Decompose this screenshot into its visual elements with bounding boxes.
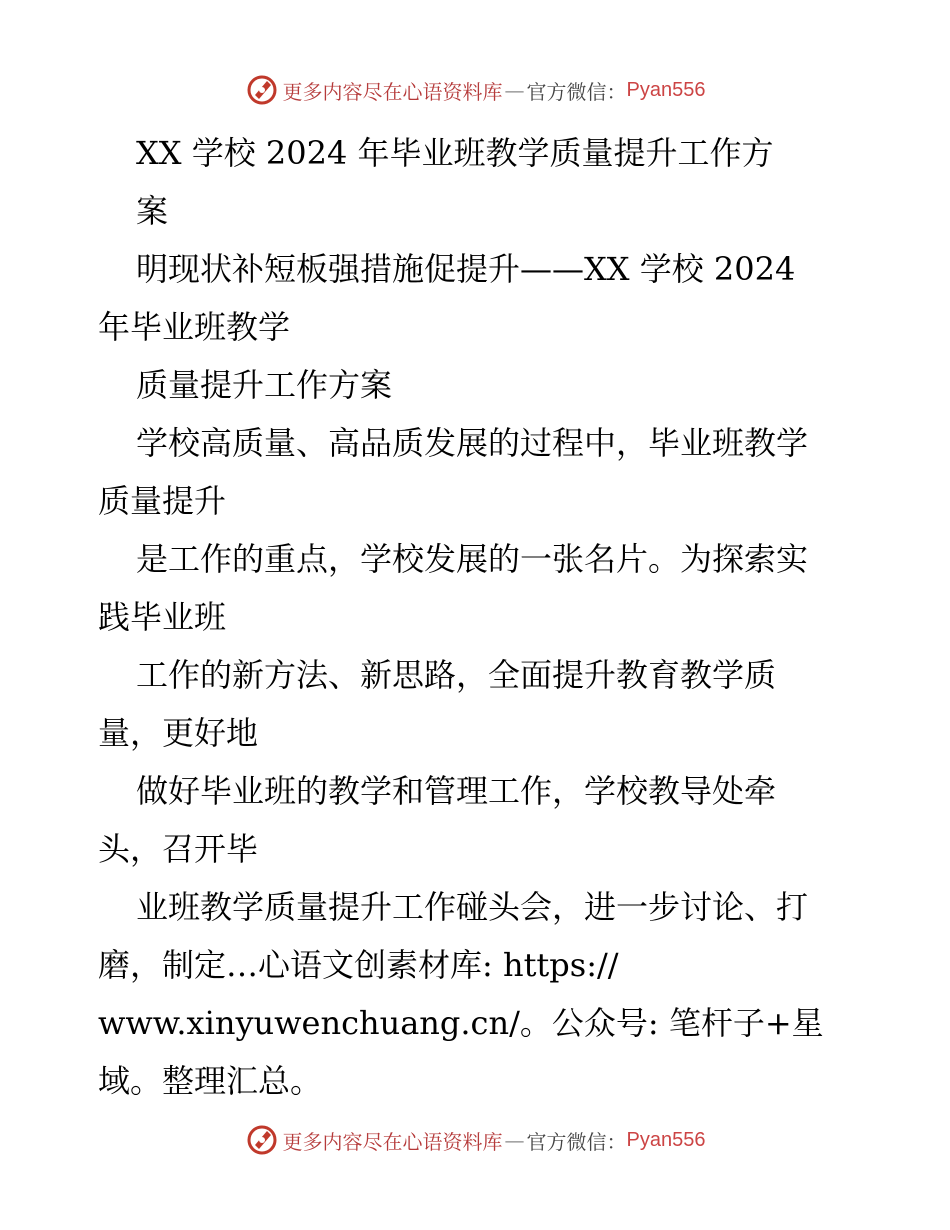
doc-line: 践毕业班 (98, 598, 227, 636)
footer-banner (0, 1120, 950, 1160)
doc-line: XX 学校 2024 年毕业班教学质量提升工作方 (136, 134, 774, 172)
banner-separator: — (504, 78, 525, 102)
doc-line: 明现状补短板强措施促提升——XX 学校 2024 (136, 250, 796, 288)
doc-line: 做好毕业班的教学和管理工作，学校教导处牵 (136, 772, 777, 810)
doc-line: www.xinyuwenchuang.cn/。公众号: 笔杆子+星 (98, 1004, 824, 1042)
banner-text: 更多内容尽在心语资料库 (282, 1129, 503, 1154)
logo-icon (245, 1123, 279, 1157)
doc-line: 质量提升工作方案 (136, 366, 393, 404)
banner-wechat-id: Pyan556 (626, 78, 706, 101)
banner-separator: — (504, 1128, 525, 1152)
logo-icon (245, 73, 279, 107)
doc-line: 案 (136, 192, 169, 230)
doc-line: 量，更好地 (98, 714, 259, 752)
doc-line: 学校高质量、高品质发展的过程中，毕业班教学 (136, 424, 809, 462)
header-banner (0, 70, 950, 110)
doc-line: 头，召开毕 (98, 830, 259, 868)
banner-official-label: 官方微信： (526, 1129, 627, 1154)
doc-line: 磨，制定…心语文创素材库: https:// (98, 946, 619, 984)
banner-text: 更多内容尽在心语资料库 (282, 79, 503, 104)
doc-line: 年毕业班教学 (98, 308, 291, 346)
doc-line: 质量提升 (98, 482, 227, 520)
doc-line: 业班教学质量提升工作碰头会，进一步讨论、打 (136, 888, 809, 926)
doc-line: 域。整理汇总。 (98, 1062, 323, 1100)
document-body (98, 124, 878, 1110)
doc-line: 工作的新方法、新思路，全面提升教育教学质 (136, 656, 777, 694)
banner-official-label: 官方微信： (526, 79, 627, 104)
doc-line: 是工作的重点，学校发展的一张名片。为探索实 (136, 540, 809, 578)
banner-wechat-id: Pyan556 (626, 1128, 706, 1151)
